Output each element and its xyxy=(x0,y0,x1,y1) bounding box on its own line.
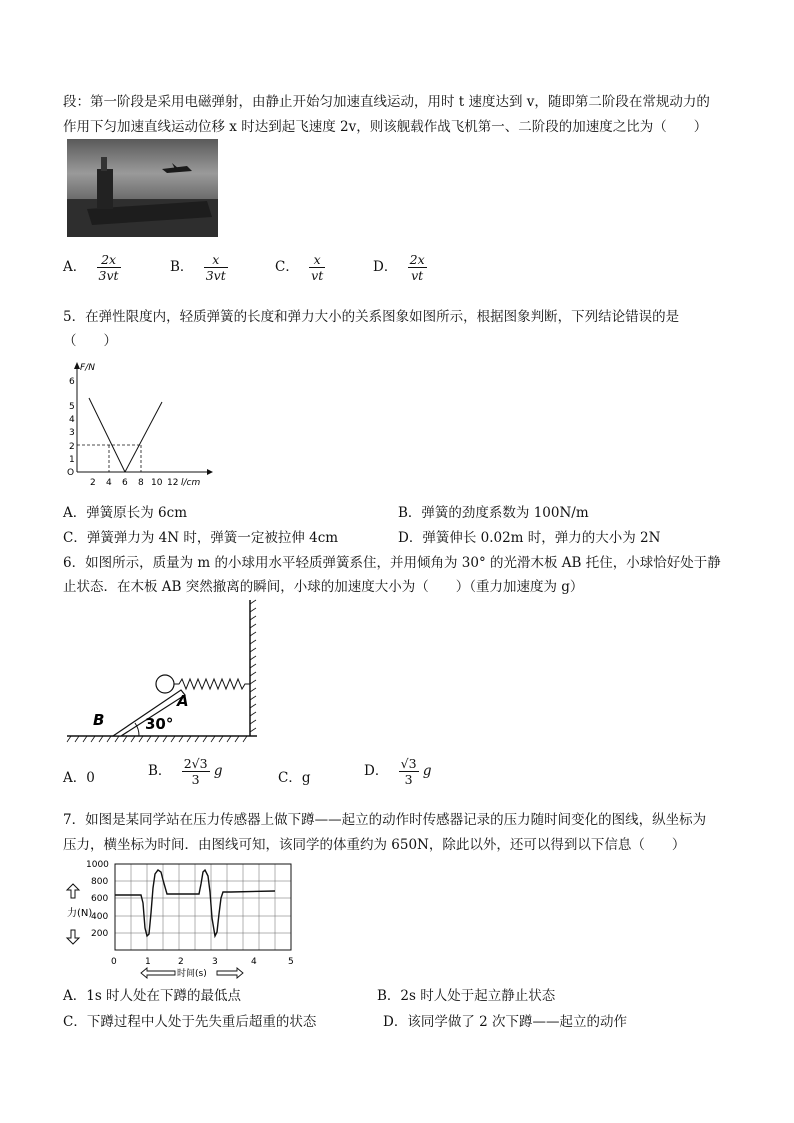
q6-option-a[interactable]: A．0 xyxy=(63,770,95,786)
fraction xyxy=(204,252,228,283)
g-symbol: g xyxy=(213,763,223,779)
x-tick: 8 xyxy=(138,478,144,488)
wall-hatch xyxy=(250,600,256,732)
numerator: x xyxy=(309,252,325,268)
fraction xyxy=(309,252,325,283)
q7-text-line1: 7．如图是某同学站在压力传感器上做下蹲——起立的动作时传感器记录的压力随时间变化的图线，纵坐标为 xyxy=(63,812,707,828)
ball-spring-incline-diagram xyxy=(65,598,265,744)
q7-option-d[interactable]: D．该同学做了 2 次下蹲——起立的动作 xyxy=(383,1014,627,1030)
numerator: x xyxy=(204,252,228,268)
q4-option-d[interactable] xyxy=(373,252,427,283)
q5-option-c[interactable]: C．弹簧弹力为 4N 时，弹簧一定被拉伸 4cm xyxy=(63,530,339,546)
spring-force-length-graph xyxy=(63,360,213,495)
angle-label: 30° xyxy=(145,715,174,733)
option-label: B． xyxy=(170,259,194,275)
denominator: 3vt xyxy=(205,268,226,283)
carrier-image-icon xyxy=(67,139,218,237)
x-axis-label: 时间(s) xyxy=(177,969,207,979)
ball xyxy=(156,675,174,693)
q6-text-line2: 止状态．在木板 AB 突然撤离的瞬间，小球的加速度大小为（ ）（重力加速度为 g） xyxy=(63,579,584,595)
y-tick: 800 xyxy=(91,877,109,887)
grid xyxy=(115,864,291,950)
y-tick: 6 xyxy=(69,377,75,387)
x-tick: 0 xyxy=(111,957,117,967)
q6-option-c[interactable]: C．g xyxy=(278,770,311,786)
g-symbol: g xyxy=(422,763,432,779)
option-label: C． xyxy=(275,259,299,275)
fraction xyxy=(399,756,419,787)
denominator: vt xyxy=(311,268,324,283)
q4-option-c[interactable] xyxy=(275,252,325,283)
x-tick: 4 xyxy=(251,957,257,967)
spring xyxy=(174,679,250,689)
x-tick: 2 xyxy=(178,957,184,967)
y-tick: 1000 xyxy=(86,860,109,870)
numerator: 2x xyxy=(409,252,425,267)
option-label: B． xyxy=(148,763,172,779)
x-right-arrow-icon xyxy=(217,968,243,978)
aircraft-carrier-photo xyxy=(67,139,218,237)
y-tick: 200 xyxy=(91,929,109,939)
origin-label: O xyxy=(67,468,75,478)
y-axis-label: 力(N) xyxy=(67,908,93,919)
denominator: vt xyxy=(411,268,424,283)
numerator: 2√3 xyxy=(183,756,208,771)
denominator: 3 xyxy=(404,772,413,787)
q4-text-line2: 作用下匀加速直线运动位移 x 时达到起飞速度 2v，则该舰载作战飞机第一、二阶段的加速度之比为（ ） xyxy=(63,119,708,135)
pressure-time-graph xyxy=(63,858,303,980)
option-label: A． xyxy=(63,259,87,275)
y-tick: 5 xyxy=(69,402,75,412)
x-tick: 4 xyxy=(106,478,112,488)
q6-option-d[interactable] xyxy=(364,756,432,787)
x-tick: 2 xyxy=(90,478,96,488)
x-left-arrow-icon xyxy=(141,968,175,978)
y-up-arrow-icon xyxy=(67,884,79,898)
q7-option-a[interactable]: A．1s 时人处在下蹲的最低点 xyxy=(63,988,242,1004)
compression-line xyxy=(89,398,125,472)
q5-text-line2: （ ） xyxy=(63,333,117,349)
q5-option-a[interactable]: A．弹簧原长为 6cm xyxy=(63,505,187,521)
y-tick: 3 xyxy=(69,428,75,438)
q7-option-b[interactable]: B．2s 时人处于起立静止状态 xyxy=(377,988,556,1004)
fraction xyxy=(182,756,210,787)
y-tick: 1 xyxy=(69,455,75,465)
x-axis-arrow-icon xyxy=(207,469,213,475)
y-axis-label: F/N xyxy=(80,363,95,373)
y-down-arrow-icon xyxy=(67,930,79,944)
option-label: D． xyxy=(364,763,389,779)
x-tick: 3 xyxy=(212,957,218,967)
plot-frame xyxy=(115,864,291,950)
label-b: B xyxy=(93,711,105,729)
option-label: D． xyxy=(373,259,398,275)
x-tick: 10 xyxy=(151,478,163,488)
label-a: A xyxy=(177,692,189,710)
y-tick: 600 xyxy=(91,894,109,904)
denominator: 3 xyxy=(191,772,200,787)
x-tick: 5 xyxy=(288,957,294,967)
denominator: 3vt xyxy=(98,268,119,283)
q6-option-b[interactable] xyxy=(148,756,223,787)
ground-hatch xyxy=(67,736,247,742)
q5-option-d[interactable]: D．弹簧伸长 0.02m 时，弹力的大小为 2N xyxy=(398,530,661,546)
q4-option-a[interactable] xyxy=(63,252,121,283)
x-tick: 12 xyxy=(167,478,179,488)
q7-text-line2: 压力，横坐标为时间．由图线可知，该同学的体重约为 650N，除此以外，还可以得到以下信息（ ） xyxy=(63,837,686,853)
y-tick: 400 xyxy=(91,912,109,922)
q5-option-b[interactable]: B．弹簧的劲度系数为 100N/m xyxy=(398,505,589,521)
extension-line xyxy=(125,402,162,472)
y-tick: 2 xyxy=(69,442,75,452)
fraction xyxy=(97,252,121,283)
q5-text-line1: 5．在弹性限度内，轻质弹簧的长度和弹力大小的关系图象如图所示，根据图象判断，下列结论错误的是 xyxy=(63,309,680,325)
y-tick: 4 xyxy=(69,415,75,425)
x-axis-label: l/cm xyxy=(181,478,201,488)
q7-option-c[interactable]: C．下蹲过程中人处于先失重后超重的状态 xyxy=(63,1014,317,1030)
numerator: √3 xyxy=(400,756,417,771)
numerator: 2x xyxy=(97,252,121,268)
x-tick: 1 xyxy=(145,957,151,967)
q6-text-line1: 6．如图所示，质量为 m 的小球用水平轻质弹簧系住，并用倾角为 30° 的光滑木板 AB 托住，小球恰好处于静 xyxy=(63,555,721,571)
q4-text-line1: 段：第一阶段是采用电磁弹射，由静止开始匀加速直线运动，用时 t 速度达到 v，随即第二阶段在常规动力的 xyxy=(63,94,710,110)
q4-option-b[interactable] xyxy=(170,252,228,283)
x-tick: 6 xyxy=(122,478,128,488)
fraction xyxy=(408,252,427,283)
